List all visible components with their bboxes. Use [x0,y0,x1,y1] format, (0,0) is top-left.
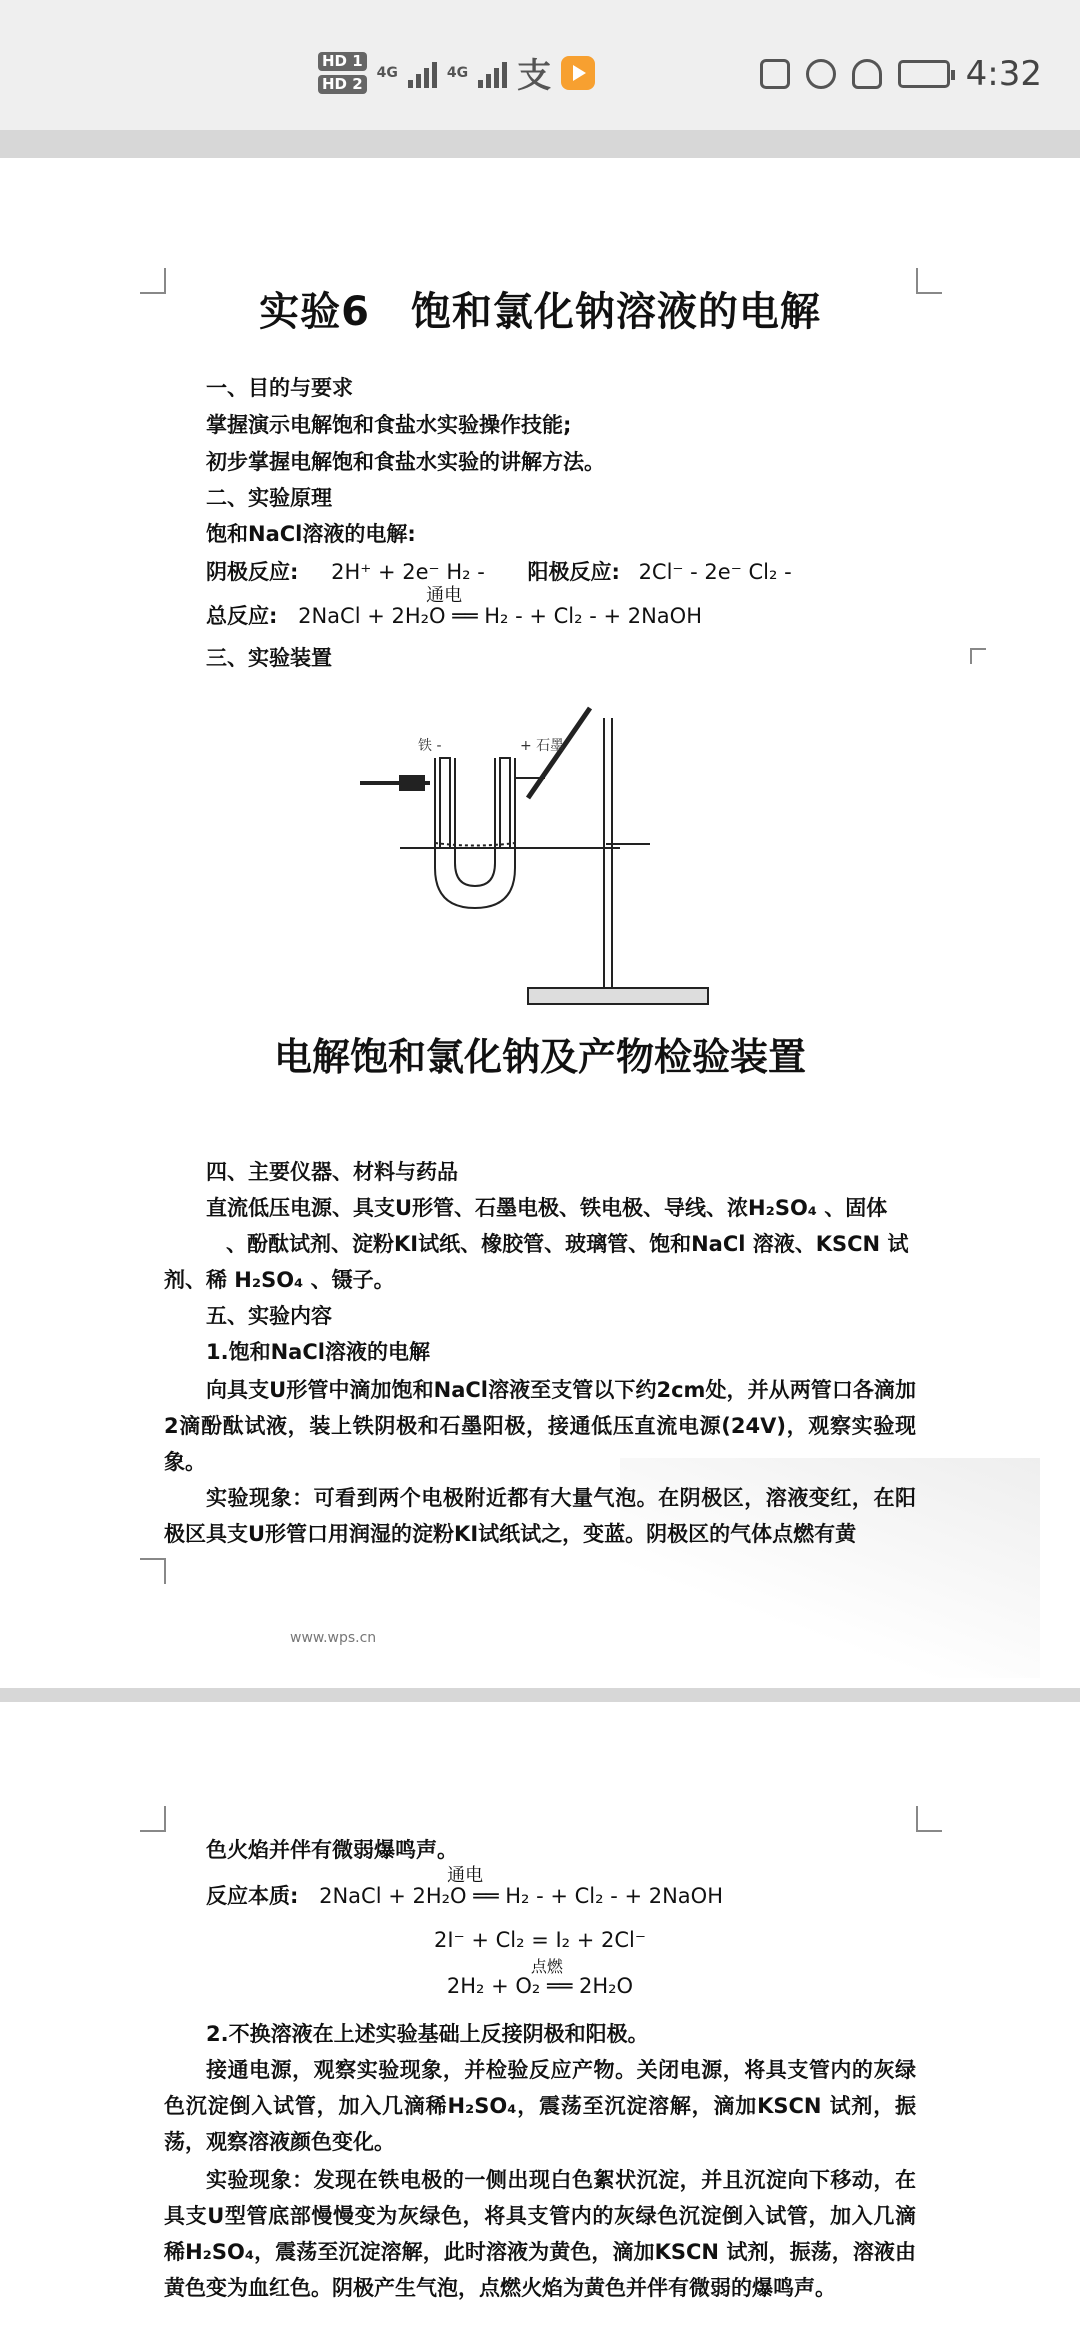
document-page-1[interactable] [0,158,1080,1688]
mute-bell-icon [852,59,882,89]
condition-label: 通电 [426,585,463,606]
hd2-badge: HD 2 [318,75,367,94]
network-type-1: 4G [376,64,398,81]
status-bar [0,0,1080,130]
document-title: 实验6 饱和氯化钠溶液的电解 [259,289,821,335]
nfc-icon [760,59,790,89]
text-line: 、酚酞试剂、淀粉KI试纸、橡胶管、玻璃管、饱和NaCl 溶液、KSCN 试 [226,1232,909,1256]
signal-icon-2 [478,58,507,88]
text-line: 色火焰并伴有微弱爆鸣声。 [206,1838,458,1862]
total-label: 总反应: [206,604,278,628]
graphite-electrode-label: + 石墨 [520,738,565,754]
text-line: 直流低压电源、具支U形管、石墨电极、铁电极、导线、浓H₂SO₄ 、固体 [206,1196,888,1220]
margin-corner [140,1806,166,1832]
section-heading: 五、实验内容 [206,1304,332,1328]
wps-watermark: www.wps.cn [290,1630,377,1646]
condition-label: 点燃 [530,1957,563,1976]
reaction-essence [206,1865,723,1910]
essence-label: 反应本质: [206,1884,299,1908]
anode-equation: 2Cl⁻ - 2e⁻ Cl₂ - [638,560,792,584]
iron-electrode-label: 铁 - [418,738,442,754]
margin-corner [140,1558,166,1584]
margin-corner [916,1806,942,1832]
section-heading: 一、目的与要求 [206,376,353,400]
paragraph: 接通电源，观察实验现象，并检验反应产物。关闭电源，将具支管内的灰绿色沉淀倒入试管，加入几滴稀H₂SO₄，震荡至沉淀溶解，滴加KSCN 试剂，振荡，观察溶液颜色变化。 [164,2058,916,2154]
clock: 4:32 [965,54,1042,94]
paragraph: 实验现象：可看到两个电极附近都有大量气泡。在阴极区，溶液变红，在阳极区具支U形管口用润湿的淀粉KI试纸试之，变蓝。阴极区的气体点燃有黄 [164,1486,916,1546]
electrolysis-apparatus-figure [360,698,720,1018]
equation: 通电 2NaCl + 2H₂O ══ H₂ - + Cl₂ - + 2NaOH [319,1884,723,1908]
paragraph: 实验现象：发现在铁电极的一侧出现白色絮状沉淀，并且沉淀向下移动，在具支U型管底部慢慢变为灰绿色，将具支管内的灰绿色沉淀倒入试管，加入几滴稀H₂SO₄，震荡至沉淀溶解，此时溶液为黄色，滴加KSCN 试剂，振荡，溶液由黄色变为血红色。阴极产生气泡，点燃火焰为黄色并伴有微弱的爆鸣声。 [164,2168,916,2300]
section-heading: 二、实验原理 [206,486,332,510]
document-page-2[interactable] [0,1702,1080,2340]
section-heading: 四、主要仪器、材料与药品 [206,1160,458,1184]
equation: 2I⁻ + Cl₂ = I₂ + 2Cl⁻ [434,1928,646,1952]
condition-label: 通电 [447,1865,484,1886]
total-reaction [206,585,702,630]
alipay-icon: 支 [517,56,552,96]
text-line: 掌握演示电解饱和食盐水实验操作技能; [206,413,572,437]
total-equation: 通电 2NaCl + 2H₂O ══ H₂ - + Cl₂ - + 2NaOH [298,604,702,628]
subsection-heading: 1.饱和NaCl溶液的电解 [206,1340,430,1364]
electrode-reactions [206,558,792,586]
paragraph: 向具支U形管中滴加饱和NaCl溶液至支管以下约2cm处，并从两管口各滴加2滴酚酞试液，装上铁阴极和石墨阳极，接通低压直流电源(24V)，观察实验现象。 [164,1378,916,1474]
cathode-label: 阴极反应: [206,560,299,584]
hd1-badge: HD 1 [318,52,367,71]
network-type-2: 4G [446,64,469,81]
battery-icon [898,60,950,88]
equation: 点燃 2H₂ + O₂ ══ 2H₂O [0,1974,1080,1998]
anode-label: 阳极反应: [527,560,620,584]
subsection-heading: 2.不换溶液在上述实验基础上反接阴极和阳极。 [206,2022,649,2046]
video-app-icon [561,56,595,90]
text-line: 剂、稀 H₂SO₄ 、镊子。 [164,1268,395,1292]
cathode-equation: 2H⁺ + 2e⁻ H₂ - [331,560,485,584]
alarm-icon [806,59,836,89]
signal-icon [408,58,437,88]
figure-caption: 电解饱和氯化钠及产物检验装置 [273,1035,806,1079]
text-line: 饱和NaCl溶液的电解: [206,522,416,546]
text-line: 初步掌握电解饱和食盐水实验的讲解方法。 [206,450,605,474]
section-heading: 三、实验装置 [206,646,332,670]
sim-indicator [318,52,367,94]
margin-corner [970,648,986,664]
